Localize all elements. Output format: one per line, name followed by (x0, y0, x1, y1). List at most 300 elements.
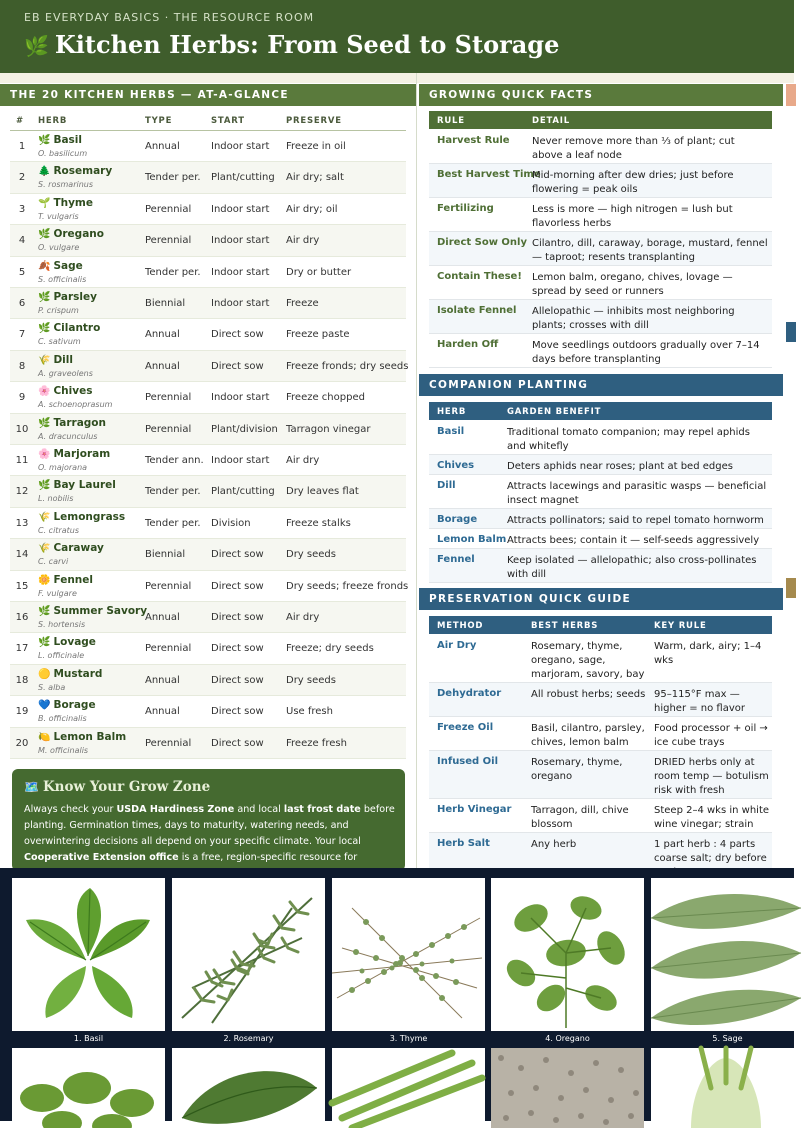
herb-start: Direct sow (211, 643, 264, 655)
herb-name (38, 260, 83, 272)
oregano-image (491, 878, 644, 1031)
herb-type: Perennial (145, 580, 192, 592)
herb-preserve: Air dry (286, 235, 320, 247)
thyme-image (332, 878, 485, 1031)
thyme-photo (332, 878, 485, 1031)
table-row (10, 571, 409, 602)
herb-preserve: Air dry; oil (286, 203, 338, 215)
row-key: Fennel (437, 554, 475, 565)
herb-name-text: Dill (53, 353, 73, 366)
herb-name-text: Borage (53, 699, 96, 712)
row-number: 17 (15, 643, 29, 655)
row-value: Keep isolated — allelopathic; also cross-pollinates with dill (507, 555, 757, 580)
header-kicker: EB EVERYDAY BASICS · THE RESOURCE ROOM (24, 11, 315, 24)
table-row (429, 635, 772, 683)
col-header-detail: DETAIL (532, 116, 570, 126)
row-key: Harden Off (437, 339, 499, 350)
herb-name (38, 291, 97, 303)
herb-type: Perennial (145, 392, 192, 404)
row-value: Traditional tomato companion; may repel aphids and whitefly (507, 427, 750, 452)
row-key: Chives (437, 460, 475, 471)
growing-facts-title: GROWING QUICK FACTS (419, 84, 783, 106)
row-number: 20 (15, 737, 29, 749)
herb-start: Direct sow (211, 549, 264, 561)
herb-icon: 🌿 (38, 606, 51, 617)
herb-name (38, 165, 112, 177)
row-value: Basil, cilantro, parsley, chives, lemon balm (531, 723, 645, 748)
herb-start: Direct sow (211, 580, 264, 592)
rosemary-image (172, 878, 325, 1031)
herb-type: Perennial (145, 235, 192, 247)
herb-icon: 🌿 (38, 417, 51, 429)
herb-latin-name: T. vulgaris (38, 211, 79, 221)
row-key: Isolate Fennel (437, 305, 517, 316)
herb-start: Indoor start (211, 141, 270, 152)
photo-caption: 4. Oregano (545, 1034, 590, 1043)
parsley-image (12, 1048, 165, 1128)
zone-emph-extension: Cooperative Extension office (24, 852, 179, 863)
herb-icon: 🌸 (38, 449, 51, 460)
herb-preserve: Freeze chopped (286, 392, 365, 404)
herb-name-text: Lovage (53, 636, 96, 649)
herb-latin-name: A. schoenoprasum (38, 400, 113, 410)
row-value: Steep 2–4 wks in white wine vinegar; strain (654, 805, 770, 830)
herb-type: Tender per. (145, 172, 201, 184)
herb-icon: 🍋 (38, 731, 51, 743)
lemongrass-photo (332, 1048, 485, 1128)
herb-start: Indoor start (211, 392, 270, 404)
herb-name-text: Thyme (53, 196, 93, 209)
row-value: Attracts pollinators; said to repel tomato hornworm (507, 515, 764, 526)
herb-name-text: Lemon Balm (53, 730, 127, 743)
page-header (0, 0, 794, 73)
table-row (429, 421, 772, 455)
herb-start: Plant/cutting (211, 486, 275, 498)
fennel-photo (651, 1048, 804, 1128)
herb-name (38, 385, 92, 397)
table-row (429, 529, 772, 549)
mustard-seed-photo (491, 1048, 644, 1128)
herb-preserve: Use fresh (286, 706, 333, 718)
herb-name (38, 731, 126, 743)
herb-name (38, 228, 104, 240)
herb-name-text: Cilantro (53, 322, 101, 335)
row-number: 4 (18, 235, 26, 247)
row-key: Infused Oil (437, 756, 499, 767)
herb-latin-name: M. officinalis (38, 745, 89, 755)
herb-name (38, 636, 96, 648)
row-value: All robust herbs; seeds (531, 689, 646, 700)
herb-name-text: Sage (53, 259, 83, 272)
table-row (429, 717, 772, 751)
row-number: 2 (18, 172, 26, 184)
row-key: Harvest Rule (437, 135, 510, 146)
row-key: Freeze Oil (437, 722, 494, 733)
herb-type: Tender per. (145, 266, 201, 278)
herb-preserve: Dry seeds (286, 674, 336, 686)
herb-icon: 💙 (38, 700, 51, 712)
herb-name (38, 699, 96, 711)
herb-type: Perennial (145, 643, 192, 655)
herb-name-text: Fennel (53, 573, 93, 586)
row-key: Direct Sow Only (437, 237, 527, 248)
herb-latin-name: L. nobilis (38, 494, 74, 504)
herb-icon: 🌿 (38, 637, 51, 649)
row-number: 5 (18, 266, 26, 278)
herb-type: Biennial (145, 549, 186, 561)
table-row (10, 728, 406, 759)
table-row (429, 475, 772, 509)
herb-preserve: Air dry; salt (286, 172, 344, 184)
table-row (429, 683, 772, 717)
herb-icon: 🌿 (38, 229, 51, 241)
grow-zone-callout (12, 769, 405, 871)
herb-preserve: Dry seeds; freeze fronds (286, 580, 409, 592)
herb-name-text: Tarragon (53, 416, 106, 429)
herb-start: Indoor start (211, 235, 270, 247)
row-value: Tarragon, dill, chive blossom (531, 805, 629, 830)
row-value: Mid-morning after dew dries; just before flowering = peak oils (532, 170, 734, 195)
herb-table-header (10, 111, 406, 131)
row-key: Dill (437, 480, 456, 491)
herb-preserve: Air dry (286, 455, 320, 466)
herb-name-text: Oregano (53, 228, 104, 241)
zone-text: before planting. Germination times, days to maturity, watering needs, and overwintering decisions all depend on your specific climate. Your local (24, 804, 395, 847)
herb-name (38, 134, 82, 146)
herb-name (38, 574, 93, 586)
col-header-start: START (211, 116, 245, 126)
herb-icon: 🌼 (38, 574, 51, 586)
herb-type: Perennial (145, 423, 192, 435)
table-row (10, 696, 406, 727)
preservation-header (429, 616, 772, 634)
row-key: Air Dry (437, 640, 477, 651)
photo-caption: 3. Thyme (389, 1034, 428, 1043)
herb-name (38, 511, 125, 523)
photo-caption: 5. Sage (712, 1034, 743, 1043)
herb-photo-strip (0, 868, 794, 1121)
herb-name (38, 354, 73, 366)
row-number: 14 (15, 549, 29, 561)
side-tab-blue (786, 322, 796, 342)
table-row (10, 382, 406, 413)
table-row (10, 131, 406, 162)
table-row (10, 194, 406, 225)
basil-image (12, 878, 165, 1031)
oregano-photo (491, 878, 644, 1031)
herb-name (38, 417, 106, 429)
herb-preserve: Freeze in oil (286, 141, 346, 152)
parsley-photo (12, 1048, 165, 1128)
herb-type: Annual (145, 612, 180, 623)
row-value: Never remove more than ⅓ of plant; cut above a leaf node (532, 136, 735, 161)
table-row (429, 455, 772, 475)
herb-type: Perennial (145, 737, 192, 749)
row-value: 1 part herb : 4 parts coarse salt; dry before (654, 839, 767, 864)
table-row (10, 225, 406, 256)
lemongrass-image (332, 1048, 485, 1128)
row-number: 11 (15, 455, 29, 466)
row-key: Basil (437, 426, 465, 437)
row-number: 19 (15, 706, 29, 718)
herb-start: Indoor start (211, 455, 270, 466)
table-row (10, 539, 406, 570)
herb-preserve: Freeze fronds; dry seeds (286, 360, 409, 372)
herb-latin-name: C. sativum (38, 337, 81, 347)
row-value: Warm, dark, airy; 1–4 wks (654, 641, 762, 666)
herb-name-text: Summer Savory (53, 605, 148, 617)
row-number: 6 (18, 298, 26, 309)
table-row (429, 198, 772, 232)
table-row (10, 351, 409, 382)
herb-icon: 🌲 (38, 166, 51, 178)
row-key: Dehydrator (437, 688, 502, 699)
herb-icon: 🌿 (38, 323, 51, 335)
row-key: Contain These! (437, 271, 522, 282)
table-row (429, 549, 772, 583)
herb-name-text: Chives (53, 385, 93, 398)
row-number: 8 (18, 360, 26, 372)
col-header-best-herbs: BEST HERBS (531, 621, 599, 631)
col-header-rule: RULE (437, 116, 465, 126)
herb-name-text: Caraway (53, 542, 104, 555)
herb-preserve: Dry leaves flat (286, 486, 359, 498)
table-row (10, 602, 406, 633)
herb-preserve: Freeze stalks (286, 517, 351, 529)
page-title-text: Kitchen Herbs: From Seed to Storage (54, 30, 560, 59)
row-number: 10 (15, 423, 29, 435)
herb-latin-name: F. vulgare (38, 588, 77, 598)
row-key: Fertilizing (437, 203, 494, 214)
row-value: Food processor + oil → ice cube trays (654, 723, 768, 748)
herb-latin-name: S. alba (38, 682, 66, 692)
preservation-title: PRESERVATION QUICK GUIDE (419, 588, 783, 610)
growing-facts-header (429, 111, 772, 129)
row-value: Rosemary, thyme, oregano (531, 757, 623, 782)
table-row (429, 751, 772, 799)
row-number: 12 (15, 486, 29, 498)
row-key: Herb Vinegar (437, 804, 512, 815)
row-key: Herb Salt (437, 838, 490, 849)
herb-name-text: Mustard (53, 667, 103, 680)
herb-icon: 🌾 (38, 354, 51, 366)
herb-latin-name: A. dracunculus (38, 431, 98, 441)
herb-type: Annual (145, 674, 180, 686)
photo-caption: 2. Rosemary (223, 1034, 274, 1043)
herb-preserve: Freeze fresh (286, 737, 347, 749)
herb-latin-name: B. officinalis (38, 714, 87, 724)
row-number: 3 (18, 203, 26, 215)
zone-text: and local (234, 804, 284, 815)
herb-latin-name: C. citratus (38, 525, 79, 535)
herb-preserve: Air dry (286, 612, 320, 623)
herb-start: Plant/division (211, 423, 278, 435)
zone-text: Always check your (24, 804, 117, 815)
table-row (429, 509, 772, 529)
leaf-icon: 🌿 (24, 34, 49, 58)
herb-start: Direct sow (211, 706, 264, 718)
herb-start: Plant/cutting (211, 172, 275, 184)
photo-caption: 1. Basil (73, 1034, 104, 1043)
companion-header (429, 402, 772, 420)
herb-name-text: Marjoram (53, 448, 111, 460)
table-row (429, 300, 772, 334)
table-row (10, 288, 406, 319)
herb-start: Direct sow (211, 360, 264, 372)
row-value: Allelopathic — inhibits most neighboring plants; crosses with dill (532, 306, 735, 331)
table-row (10, 162, 406, 193)
herb-type: Annual (145, 706, 180, 718)
grow-zone-title (24, 779, 210, 795)
table-row (10, 633, 406, 664)
herb-icon: 🌿 (38, 480, 51, 492)
herb-icon: 🌿 (38, 135, 51, 146)
bay-laurel-image (172, 1048, 325, 1128)
row-key: Borage (437, 514, 478, 525)
herb-start: Direct sow (211, 329, 264, 341)
table-row (10, 665, 406, 696)
herb-name (38, 542, 104, 554)
col-header-method: METHOD (437, 621, 484, 631)
table-row (10, 445, 406, 476)
herb-preserve: Tarragon vinegar (286, 423, 371, 435)
row-value: Attracts bees; contain it — self-seeds aggressively (507, 535, 760, 546)
row-value: Any herb (531, 839, 577, 850)
herb-latin-name: O. majorana (38, 463, 88, 472)
row-number: 18 (15, 674, 29, 686)
herb-start: Direct sow (211, 737, 264, 749)
herb-type: Annual (145, 329, 180, 341)
herb-icon: 🟡 (38, 668, 51, 680)
herb-start: Indoor start (211, 298, 270, 309)
map-icon: 🗺️ (24, 780, 39, 794)
herb-latin-name: L. officinale (38, 651, 85, 661)
col-header-type: TYPE (145, 116, 173, 126)
herb-start: Direct sow (211, 674, 264, 686)
row-number: 1 (18, 141, 26, 152)
page-title (24, 30, 559, 59)
herb-preserve: Freeze (286, 298, 319, 309)
col-header-herb: HERB (38, 116, 68, 126)
herb-name (38, 479, 116, 491)
rosemary-photo (172, 878, 325, 1031)
herb-type: Annual (145, 360, 180, 372)
herb-start: Division (211, 517, 251, 529)
herb-type: Tender per. (145, 517, 201, 529)
herb-type: Tender ann. (145, 455, 204, 466)
col-header-key-rule: KEY RULE (654, 621, 707, 631)
herb-type: Perennial (145, 203, 192, 215)
row-key: Best Harvest Time (437, 169, 541, 180)
herb-preserve: Freeze; dry seeds (286, 643, 374, 655)
herb-latin-name: O. basilicum (38, 149, 88, 158)
bay-laurel-photo (172, 1048, 325, 1128)
grow-zone-title-text: Know Your Grow Zone (42, 779, 211, 795)
sage-photo (651, 878, 804, 1031)
table-row (429, 164, 772, 198)
table-row (429, 266, 772, 300)
herb-icon: 🍂 (38, 260, 51, 272)
zone-emph-frost: last frost date (283, 804, 361, 815)
herb-icon: 🌾 (38, 543, 51, 555)
row-value: 95–115°F max — higher = no flavor (654, 689, 746, 714)
column-divider (416, 73, 417, 868)
row-number: 9 (18, 392, 26, 404)
herb-latin-name: S. rosmarinus (38, 180, 94, 190)
row-value: Attracts lacewings and parasitic wasps — beneficial insect magnet (507, 481, 767, 506)
herb-start: Indoor start (211, 203, 270, 215)
row-key: Lemon Balm (437, 534, 507, 545)
row-value: Rosemary, thyme, oregano, sage, marjoram, savory, bay (531, 641, 645, 680)
herb-name (38, 668, 102, 680)
row-number: 13 (15, 517, 29, 529)
herb-latin-name: A. graveolens (38, 368, 93, 378)
basil-photo (12, 878, 165, 1031)
row-value: Cilantro, dill, caraway, borage, mustard, fennel — taproot; resents transplanting (532, 238, 768, 263)
herb-name-text: Lemongrass (53, 510, 126, 523)
table-row (429, 232, 772, 266)
col-header-num: # (16, 116, 24, 126)
preservation-table (429, 616, 772, 868)
table-row (10, 319, 406, 350)
herb-latin-name: P. crispum (38, 306, 79, 315)
herb-name-text: Basil (53, 134, 82, 146)
col-header-preserve: PRESERVE (286, 116, 342, 126)
row-value: DRIED herbs only at room temp — botulism risk with fresh (654, 757, 769, 796)
herb-preserve: Dry or butter (286, 266, 352, 278)
herb-type: Tender per. (145, 486, 201, 498)
row-value: Deters aphids near roses; plant at bed edges (507, 461, 733, 472)
side-tab-tan (786, 578, 796, 598)
mustard-seed-image (491, 1048, 644, 1128)
row-value: Less is more — high nitrogen = lush but flavorless herbs (532, 204, 733, 229)
row-number: 16 (15, 612, 29, 623)
herb-icon: 🌸 (38, 386, 51, 398)
herb-name (38, 605, 147, 617)
herb-icon: 🌿 (38, 292, 51, 303)
herb-preserve: Freeze paste (286, 329, 350, 341)
herb-icon: 🌾 (38, 511, 51, 523)
herb-latin-name: S. hortensis (38, 620, 86, 629)
herb-icon: 🌱 (38, 197, 51, 209)
herb-preserve: Dry seeds (286, 549, 336, 561)
col-header-benefit: GARDEN BENEFIT (507, 407, 602, 417)
herb-name-text: Parsley (53, 291, 97, 303)
herb-name-text: Rosemary (53, 165, 113, 178)
row-number: 7 (18, 329, 26, 341)
herb-latin-name: S. officinalis (38, 274, 87, 284)
herb-table-title: THE 20 KITCHEN HERBS — AT-A-GLANCE (0, 84, 416, 106)
herb-name-text: Bay Laurel (53, 479, 116, 492)
table-row (10, 508, 406, 539)
side-tab-orange (786, 84, 796, 106)
table-row (10, 476, 406, 507)
table-row (429, 334, 772, 368)
zone-text: is a free, region-specific resource for (181, 852, 358, 863)
row-value: Lemon balm, oregano, chives, lovage — spread by seed or runners (532, 272, 733, 297)
table-row (429, 799, 772, 833)
col-header-herb: HERB (437, 407, 467, 417)
row-value: Move seedlings outdoors gradually over 7–14 days before transplanting (532, 340, 760, 365)
row-number: 15 (15, 580, 29, 592)
herb-type: Biennial (145, 298, 186, 309)
fennel-image (651, 1048, 804, 1128)
table-row (429, 130, 772, 164)
herb-type: Annual (145, 141, 180, 152)
herb-name (38, 322, 100, 334)
companion-title: COMPANION PLANTING (419, 374, 783, 396)
table-row (10, 257, 406, 288)
